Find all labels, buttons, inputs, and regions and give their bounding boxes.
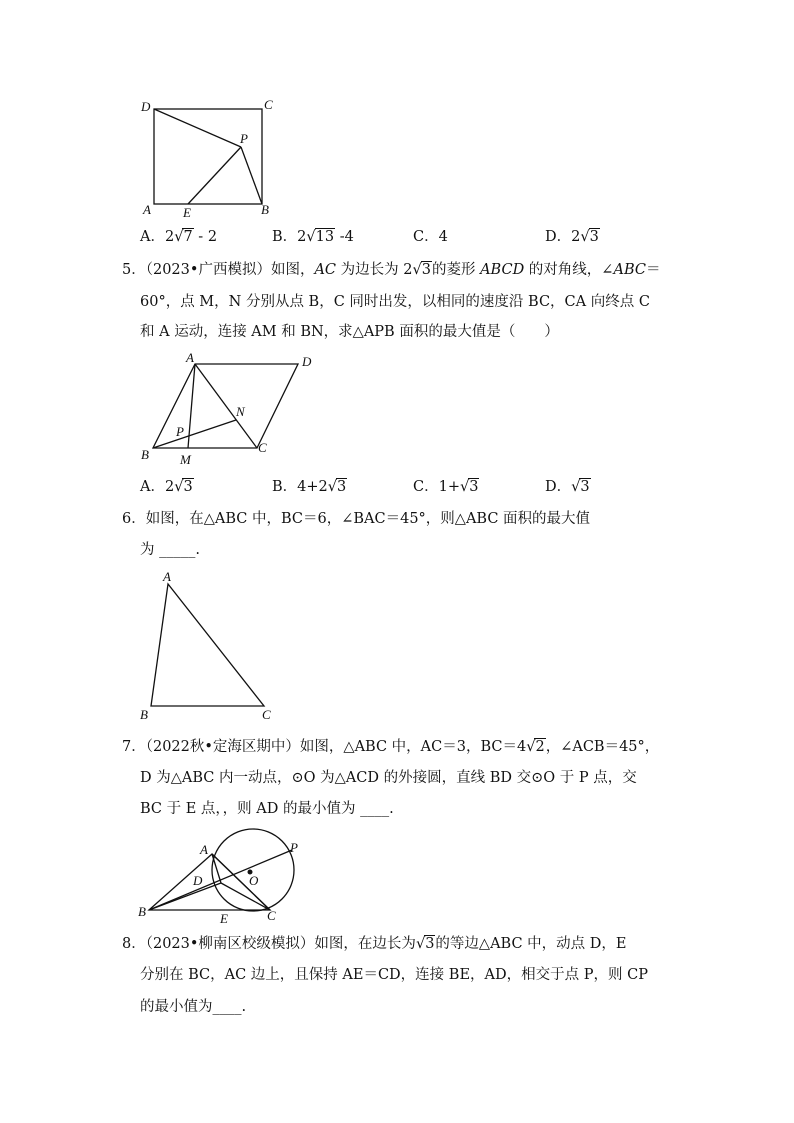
label-b: B <box>261 202 269 217</box>
label-p: P <box>240 131 248 146</box>
label-c: C <box>264 97 273 112</box>
q8-line-2: 分别在 BC，AC 边上，且保持 AE＝CD，连接 BE，AD，相交于点 P，则 CP <box>140 967 648 983</box>
label-b: B <box>138 904 146 919</box>
label-p: P <box>290 840 298 855</box>
q7-line-2: D 为△ABC 内一动点，⊙O 为△ACD 的外接圆，直线 BD 交⊙O 于 P 点，交 <box>140 770 637 786</box>
label-m: M <box>180 452 191 467</box>
label-d: D <box>141 99 151 114</box>
figure-square-abcd <box>140 96 280 222</box>
q6-line-2: 为 _____. <box>140 542 200 558</box>
label-c: C <box>267 908 276 923</box>
q4-option-c: C．4 <box>413 229 448 245</box>
q5-line-2: 60°，点 M，N 分别从点 B，C 同时出发，以相同的速度沿 BC，CA 向终点 C <box>140 294 650 310</box>
label-a: A <box>143 202 151 217</box>
q4-option-a: A．2√7 - 2 <box>140 229 218 245</box>
q5-option-b: B．4+2√3 <box>272 479 347 495</box>
label-p: P <box>176 424 184 439</box>
label-a: A <box>200 842 208 857</box>
q5-line-1: 5．（2023•广西模拟）如图，AC 为边长为 2√3的菱形 ABCD 的对角线，∠ABC＝ <box>122 262 661 278</box>
q5-option-a: A．2√3 <box>140 479 193 495</box>
q8-line-1: 8．（2023•柳南区校级模拟）如图，在边长为√3的等边△ABC 中，动点 D，E <box>122 936 627 952</box>
figure-triangle-circle <box>136 826 316 930</box>
label-e: E <box>183 205 191 220</box>
label-d: D <box>302 354 312 369</box>
label-n: N <box>236 404 245 419</box>
label-d: D <box>193 873 203 888</box>
figure-triangle-abc <box>136 566 286 726</box>
label-c: C <box>258 440 267 455</box>
q4-option-d: D．2√3 <box>545 229 599 245</box>
label-a: A <box>163 569 171 584</box>
label-b: B <box>140 707 148 722</box>
q5-option-c: C．1+√3 <box>413 479 479 495</box>
q5-line-3: 和 A 运动，连接 AM 和 BN，求△APB 面积的最大值是（ ） <box>140 324 559 340</box>
label-e: E <box>220 911 228 926</box>
q8-line-3: 的最小值为____. <box>140 999 247 1015</box>
q7-line-1: 7．（2022秋•定海区期中）如图，△ABC 中，AC＝3，BC＝4√2，∠ACB＝45°， <box>122 739 660 755</box>
q4-option-b: B．2√13 -4 <box>272 229 354 245</box>
figure-rhombus-abcd <box>136 346 326 470</box>
label-o: O <box>249 873 259 888</box>
label-a: A <box>186 350 194 365</box>
label-b: B <box>141 447 149 462</box>
label-c: C <box>262 707 271 722</box>
q6-line-1: 6．如图，在△ABC 中，BC＝6，∠BAC＝45°，则△ABC 面积的最大值 <box>122 511 591 527</box>
q5-option-d: D．√3 <box>545 479 590 495</box>
q7-line-3: BC 于 E 点，，则 AD 的最小值为 ____. <box>140 801 394 817</box>
